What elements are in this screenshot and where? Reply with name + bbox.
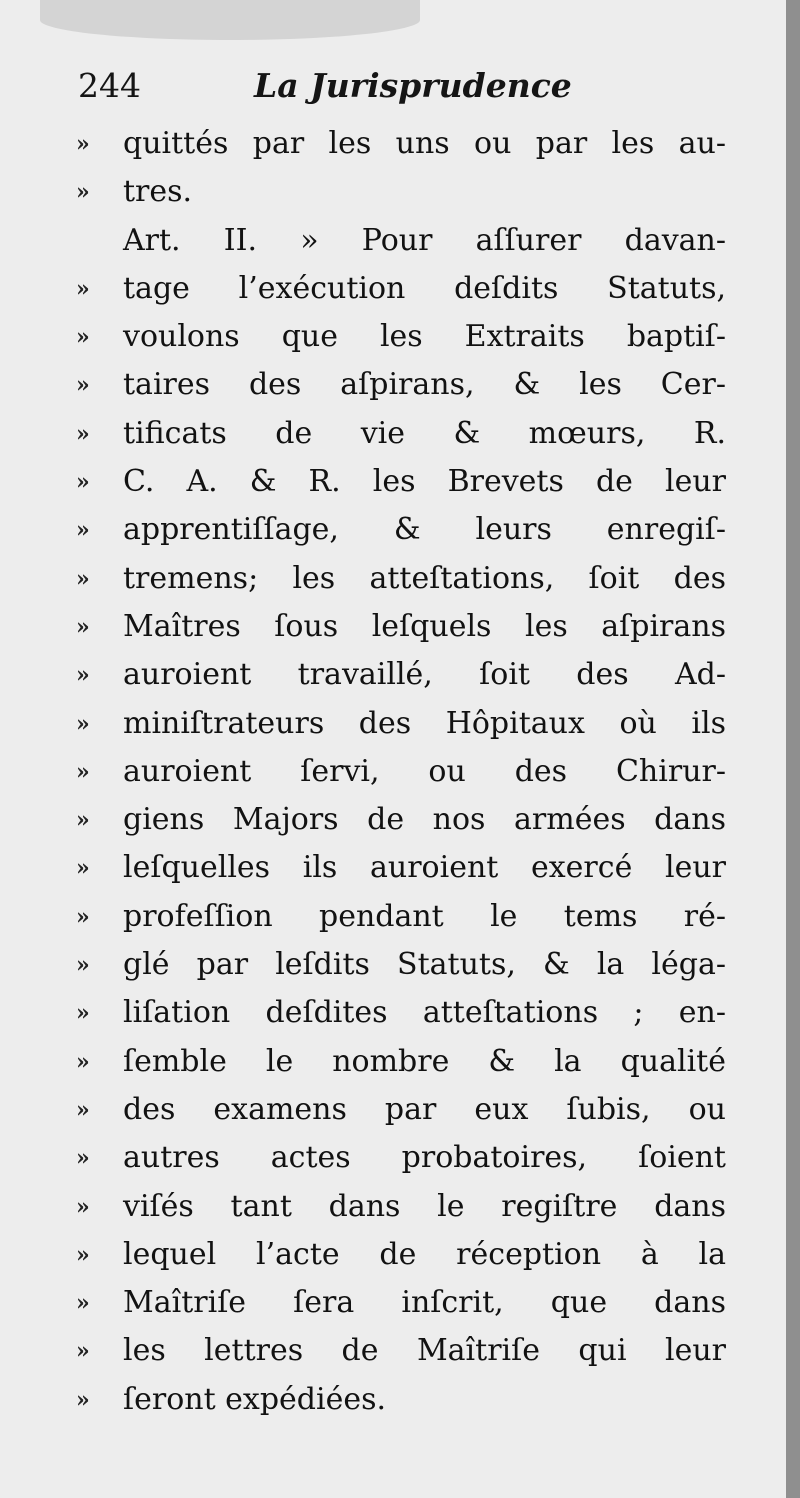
text-line bbox=[76, 893, 726, 941]
page-number: 244 bbox=[78, 66, 141, 105]
quote-mark: » bbox=[76, 324, 90, 351]
quote-mark: » bbox=[76, 469, 90, 496]
line-text: ſeront expédiées. bbox=[123, 1381, 387, 1417]
line-text: apprentiſſage, & leurs enregiſ- bbox=[123, 512, 726, 548]
line-text: taires des aſpirans, & les Cer- bbox=[123, 367, 726, 403]
page-stain bbox=[40, 0, 420, 40]
line-text: voulons que les Extraits baptiſ- bbox=[123, 319, 726, 355]
text-line bbox=[76, 700, 726, 748]
quote-mark: » bbox=[76, 1096, 90, 1123]
line-text: leſquelles ils auroient exercé leur bbox=[123, 850, 726, 886]
line-text: autres actes probatoires, ſoient bbox=[123, 1140, 726, 1176]
quote-mark: » bbox=[76, 131, 90, 157]
quote-mark: » bbox=[76, 565, 90, 592]
text-line bbox=[76, 506, 726, 554]
quote-mark: » bbox=[76, 275, 90, 302]
text-line bbox=[76, 555, 726, 603]
text-line bbox=[76, 748, 726, 796]
line-text: Maîtres ſous leſquels les aſpirans bbox=[123, 608, 726, 644]
line-text: Art. II. » Pour aſſurer davan- bbox=[123, 222, 726, 258]
line-text: glé par leſdits Statuts, & la léga- bbox=[123, 947, 726, 983]
line-text: lequel l’acte de réception à la bbox=[123, 1236, 726, 1272]
body-text bbox=[76, 120, 726, 1424]
text-line bbox=[76, 120, 726, 168]
quote-mark: » bbox=[76, 807, 90, 834]
quote-mark: » bbox=[76, 1241, 90, 1268]
line-text: auroient travaillé, ſoit des Ad- bbox=[123, 657, 726, 693]
line-text: ſemble le nombre & la qualité bbox=[123, 1043, 726, 1079]
line-text: tremens; les atteſtations, ſoit des bbox=[123, 560, 726, 596]
quote-mark: » bbox=[76, 855, 90, 882]
text-line bbox=[76, 651, 726, 699]
running-title: La Jurisprudence bbox=[254, 66, 572, 105]
text-line bbox=[76, 458, 726, 506]
line-text: quittés par les uns ou par les au- bbox=[123, 126, 726, 161]
text-line bbox=[76, 989, 726, 1037]
text-line bbox=[76, 1231, 726, 1279]
text-line bbox=[76, 313, 726, 361]
quote-mark: » bbox=[76, 710, 90, 737]
quote-mark: » bbox=[76, 179, 90, 206]
quote-mark: » bbox=[76, 372, 90, 399]
quote-mark: » bbox=[76, 1145, 90, 1172]
quote-mark: » bbox=[76, 1338, 90, 1365]
text-line bbox=[76, 265, 726, 313]
text-line bbox=[76, 1038, 726, 1086]
quote-mark: » bbox=[76, 1193, 90, 1220]
page-header bbox=[78, 66, 778, 118]
line-text: des examens par eux ſubis, ou bbox=[123, 1091, 726, 1127]
line-text: Maîtriſe ſera inſcrit, que dans bbox=[123, 1285, 726, 1321]
text-line bbox=[76, 1134, 726, 1182]
quote-mark: » bbox=[76, 662, 90, 689]
quote-mark: » bbox=[76, 613, 90, 640]
text-line bbox=[76, 1183, 726, 1231]
quote-mark: » bbox=[76, 517, 90, 544]
page-edge bbox=[786, 0, 800, 1498]
text-line bbox=[76, 1376, 726, 1424]
text-line bbox=[76, 168, 726, 216]
text-line bbox=[76, 603, 726, 651]
line-text: C. A. & R. les Brevets de leur bbox=[123, 464, 726, 500]
quote-mark: » bbox=[76, 1290, 90, 1317]
quote-mark: » bbox=[76, 1048, 90, 1075]
text-line bbox=[76, 941, 726, 989]
quote-mark: » bbox=[76, 420, 90, 447]
line-text: tificats de vie & mœurs, R. bbox=[123, 415, 726, 451]
line-text: les lettres de Maîtriſe qui leur bbox=[123, 1333, 726, 1369]
text-line bbox=[76, 361, 726, 409]
quote-mark: » bbox=[76, 952, 90, 979]
line-text: auroient ſervi, ou des Chirur- bbox=[123, 753, 726, 789]
text-line bbox=[76, 796, 726, 844]
text-line bbox=[76, 844, 726, 892]
line-text: profeſſion pendant le tems ré- bbox=[123, 898, 726, 934]
text-line bbox=[76, 410, 726, 458]
quote-mark: » bbox=[76, 1386, 90, 1413]
line-text: tage l’exécution deſdits Statuts, bbox=[123, 270, 726, 306]
line-text: liſation deſdites atteſtations ; en- bbox=[123, 995, 726, 1031]
text-line bbox=[76, 1327, 726, 1375]
text-line bbox=[76, 217, 726, 265]
line-text: viſés tant dans le regiſtre dans bbox=[123, 1188, 726, 1224]
line-text: giens Majors de nos armées dans bbox=[123, 802, 726, 838]
quote-mark: » bbox=[76, 758, 90, 785]
quote-mark: » bbox=[76, 1000, 90, 1027]
text-line bbox=[76, 1279, 726, 1327]
text-line bbox=[76, 1086, 726, 1134]
line-text: tres. bbox=[123, 174, 193, 210]
line-text: miniſtrateurs des Hôpitaux où ils bbox=[123, 705, 726, 741]
quote-mark: » bbox=[76, 903, 90, 930]
